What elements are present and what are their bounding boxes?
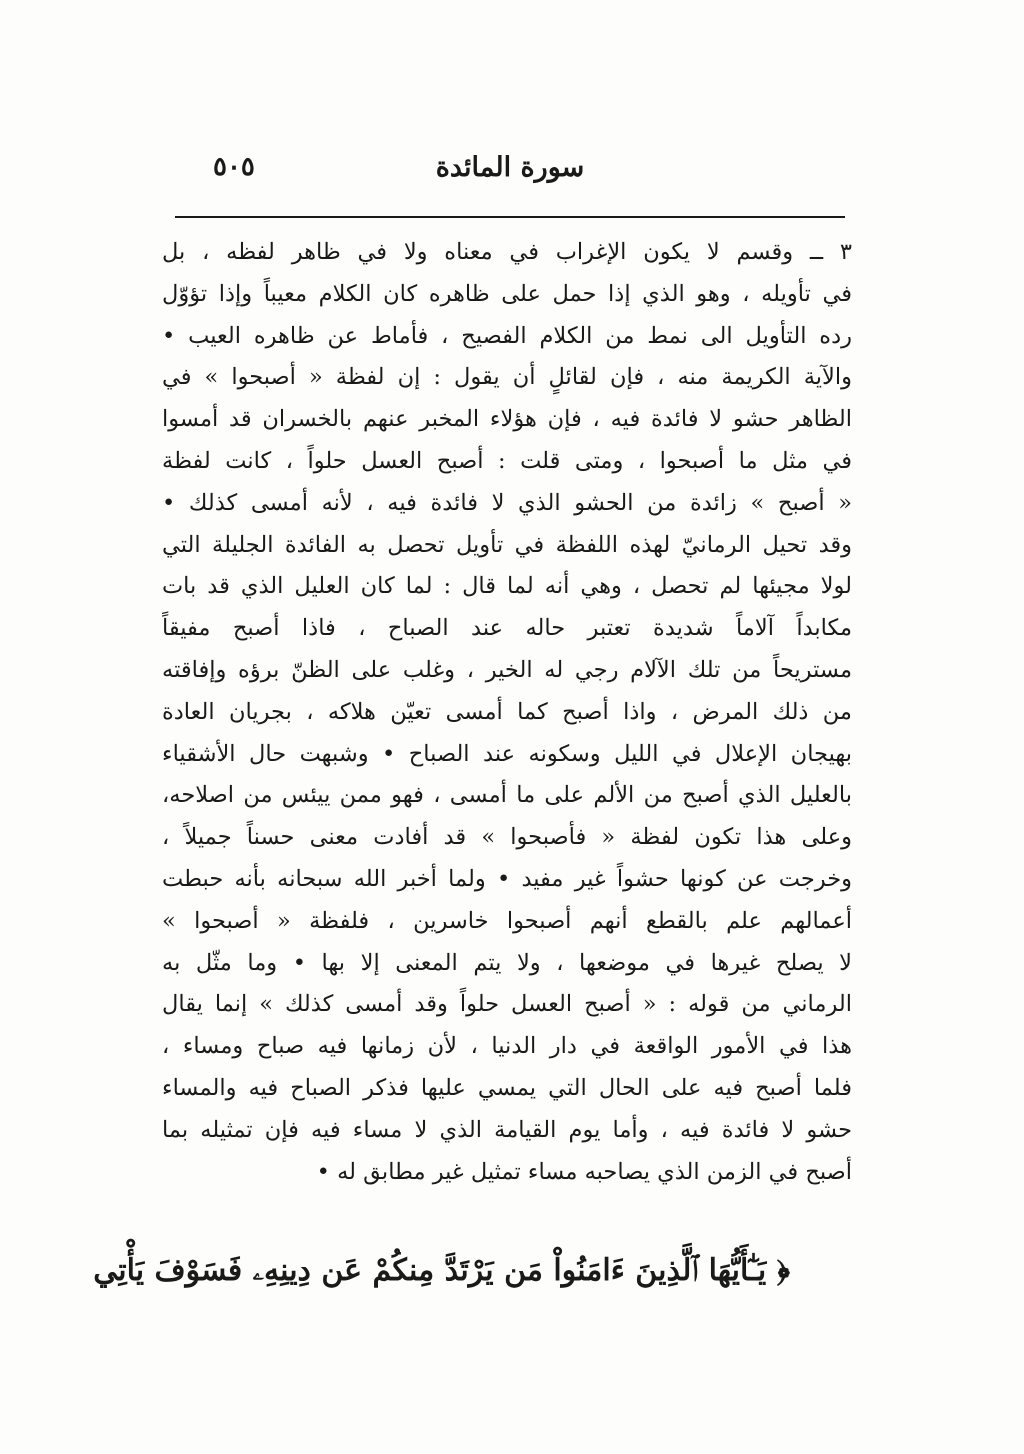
text-line: فلما أصبح فيه على الحال التي يمسي عليها فذكر الصباح فيه والمساء	[162, 1074, 852, 1101]
page-header	[175, 150, 845, 194]
text-line: الظاهر حشو لا فائدة فيه ، فإن هؤلاء المخبر عنهم بالخسران قد أمسوا	[162, 406, 852, 433]
text-line: في تأويله ، وهو الذي إذا حمل على ظاهره كان الكلام معيباً وإذا تؤوّل	[162, 280, 852, 307]
surah-title: سورة المائدة	[435, 152, 585, 183]
quran-verse	[93, 1245, 790, 1297]
text-line: والآية الكريمة منه ، فإن لقائلٍ أن يقول : إن لفظة « أصبحوا » في	[162, 364, 852, 391]
verse-open-bracket: ﴿	[776, 1253, 790, 1288]
text-line: أصبح في الزمن الذي يصاحبه مساء تمثيل غير مطابق له •	[316, 1158, 852, 1185]
text-line: الرماني من قوله : « أصبح العسل حلواً وقد أمسى كذلك » إنما يقال	[162, 991, 852, 1018]
text-line: بالعليل الذي أصبح من الألم على ما أمسى ، فهو ممن ييئس من اصلاحه،	[162, 782, 852, 809]
text-line: حشو لا فائدة فيه ، وأما يوم القيامة الذي لا مساء فيه فإن تمثيله بما	[162, 1116, 852, 1143]
text-line: رده التأويل الى نمط من الكلام الفصيح ، فأماط عن ظاهره العيب •	[162, 322, 852, 349]
text-line: بهيجان الإعلال في الليل وسكونه عند الصباح • وشبهت حال الأشقياء	[162, 740, 852, 767]
text-line: وقد تحيل الرمانيّ لهذه اللفظة في تأويل تحصل به الفائدة الجليلة التي	[162, 531, 852, 558]
text-line: لولا مجيئها لم تحصل ، وهي أنه لما قال : لما كان العليل الذي قد بات	[162, 573, 852, 600]
text-line: مستريحاً من تلك الآلام رجي له الخير ، وغلب على الظنّ برؤه وإفاقته	[162, 656, 852, 683]
text-line: ٣ ــ وقسم لا يكون الإغراب في معناه ولا في ظاهر لفظه ، بل	[162, 239, 852, 265]
text-line: « أصبح » زائدة من الحشو الذي لا فائدة فيه ، لأنه أمسى كذلك •	[162, 489, 852, 516]
text-line: وخرجت عن كونها حشواً غير مفيد • ولما أخبر الله سبحانه بأنه حبطت	[162, 865, 852, 892]
commentary-text	[162, 232, 852, 1193]
text-line: مكابداً آلاماً شديدة تعتبر حاله عند الصباح ، فاذا أصبح مفيقاً	[162, 615, 852, 642]
text-line: لا يصلح غيرها في موضعها ، ولا يتم المعنى إلا بها • وما مثّل به	[162, 949, 852, 976]
text-line: هذا في الأمور الواقعة في دار الدنيا ، لأن زمانها فيه صباح ومساء ،	[162, 1033, 852, 1060]
text-line: أعمالهم علم بالقطع أنهم أصبحوا خاسرين ، فلفظة « أصبحوا »	[162, 907, 852, 934]
text-line: من ذلك المرض ، واذا أصبح كما أمسى تعيّن هلاكه ، بجريان العادة	[162, 698, 852, 725]
text-line: وعلى هذا تكون لفظة « فأصبحوا » قد أفادت معنى حسناً جميلاً ،	[162, 824, 852, 851]
verse-text: يَـٰٓأَيُّهَا ٱلَّذِينَ ءَامَنُواْ مَن يَرْتَدَّ مِنكُمْ عَن دِينِهِۦ فَسَوْفَ يَأْتِي	[93, 1253, 767, 1288]
header-rule	[175, 216, 845, 218]
text-line: في مثل ما أصبحوا ، ومتى قلت : أصبح العسل حلواً ، كانت لفظة	[162, 447, 852, 474]
page-number: ٥٠٥	[213, 152, 255, 182]
